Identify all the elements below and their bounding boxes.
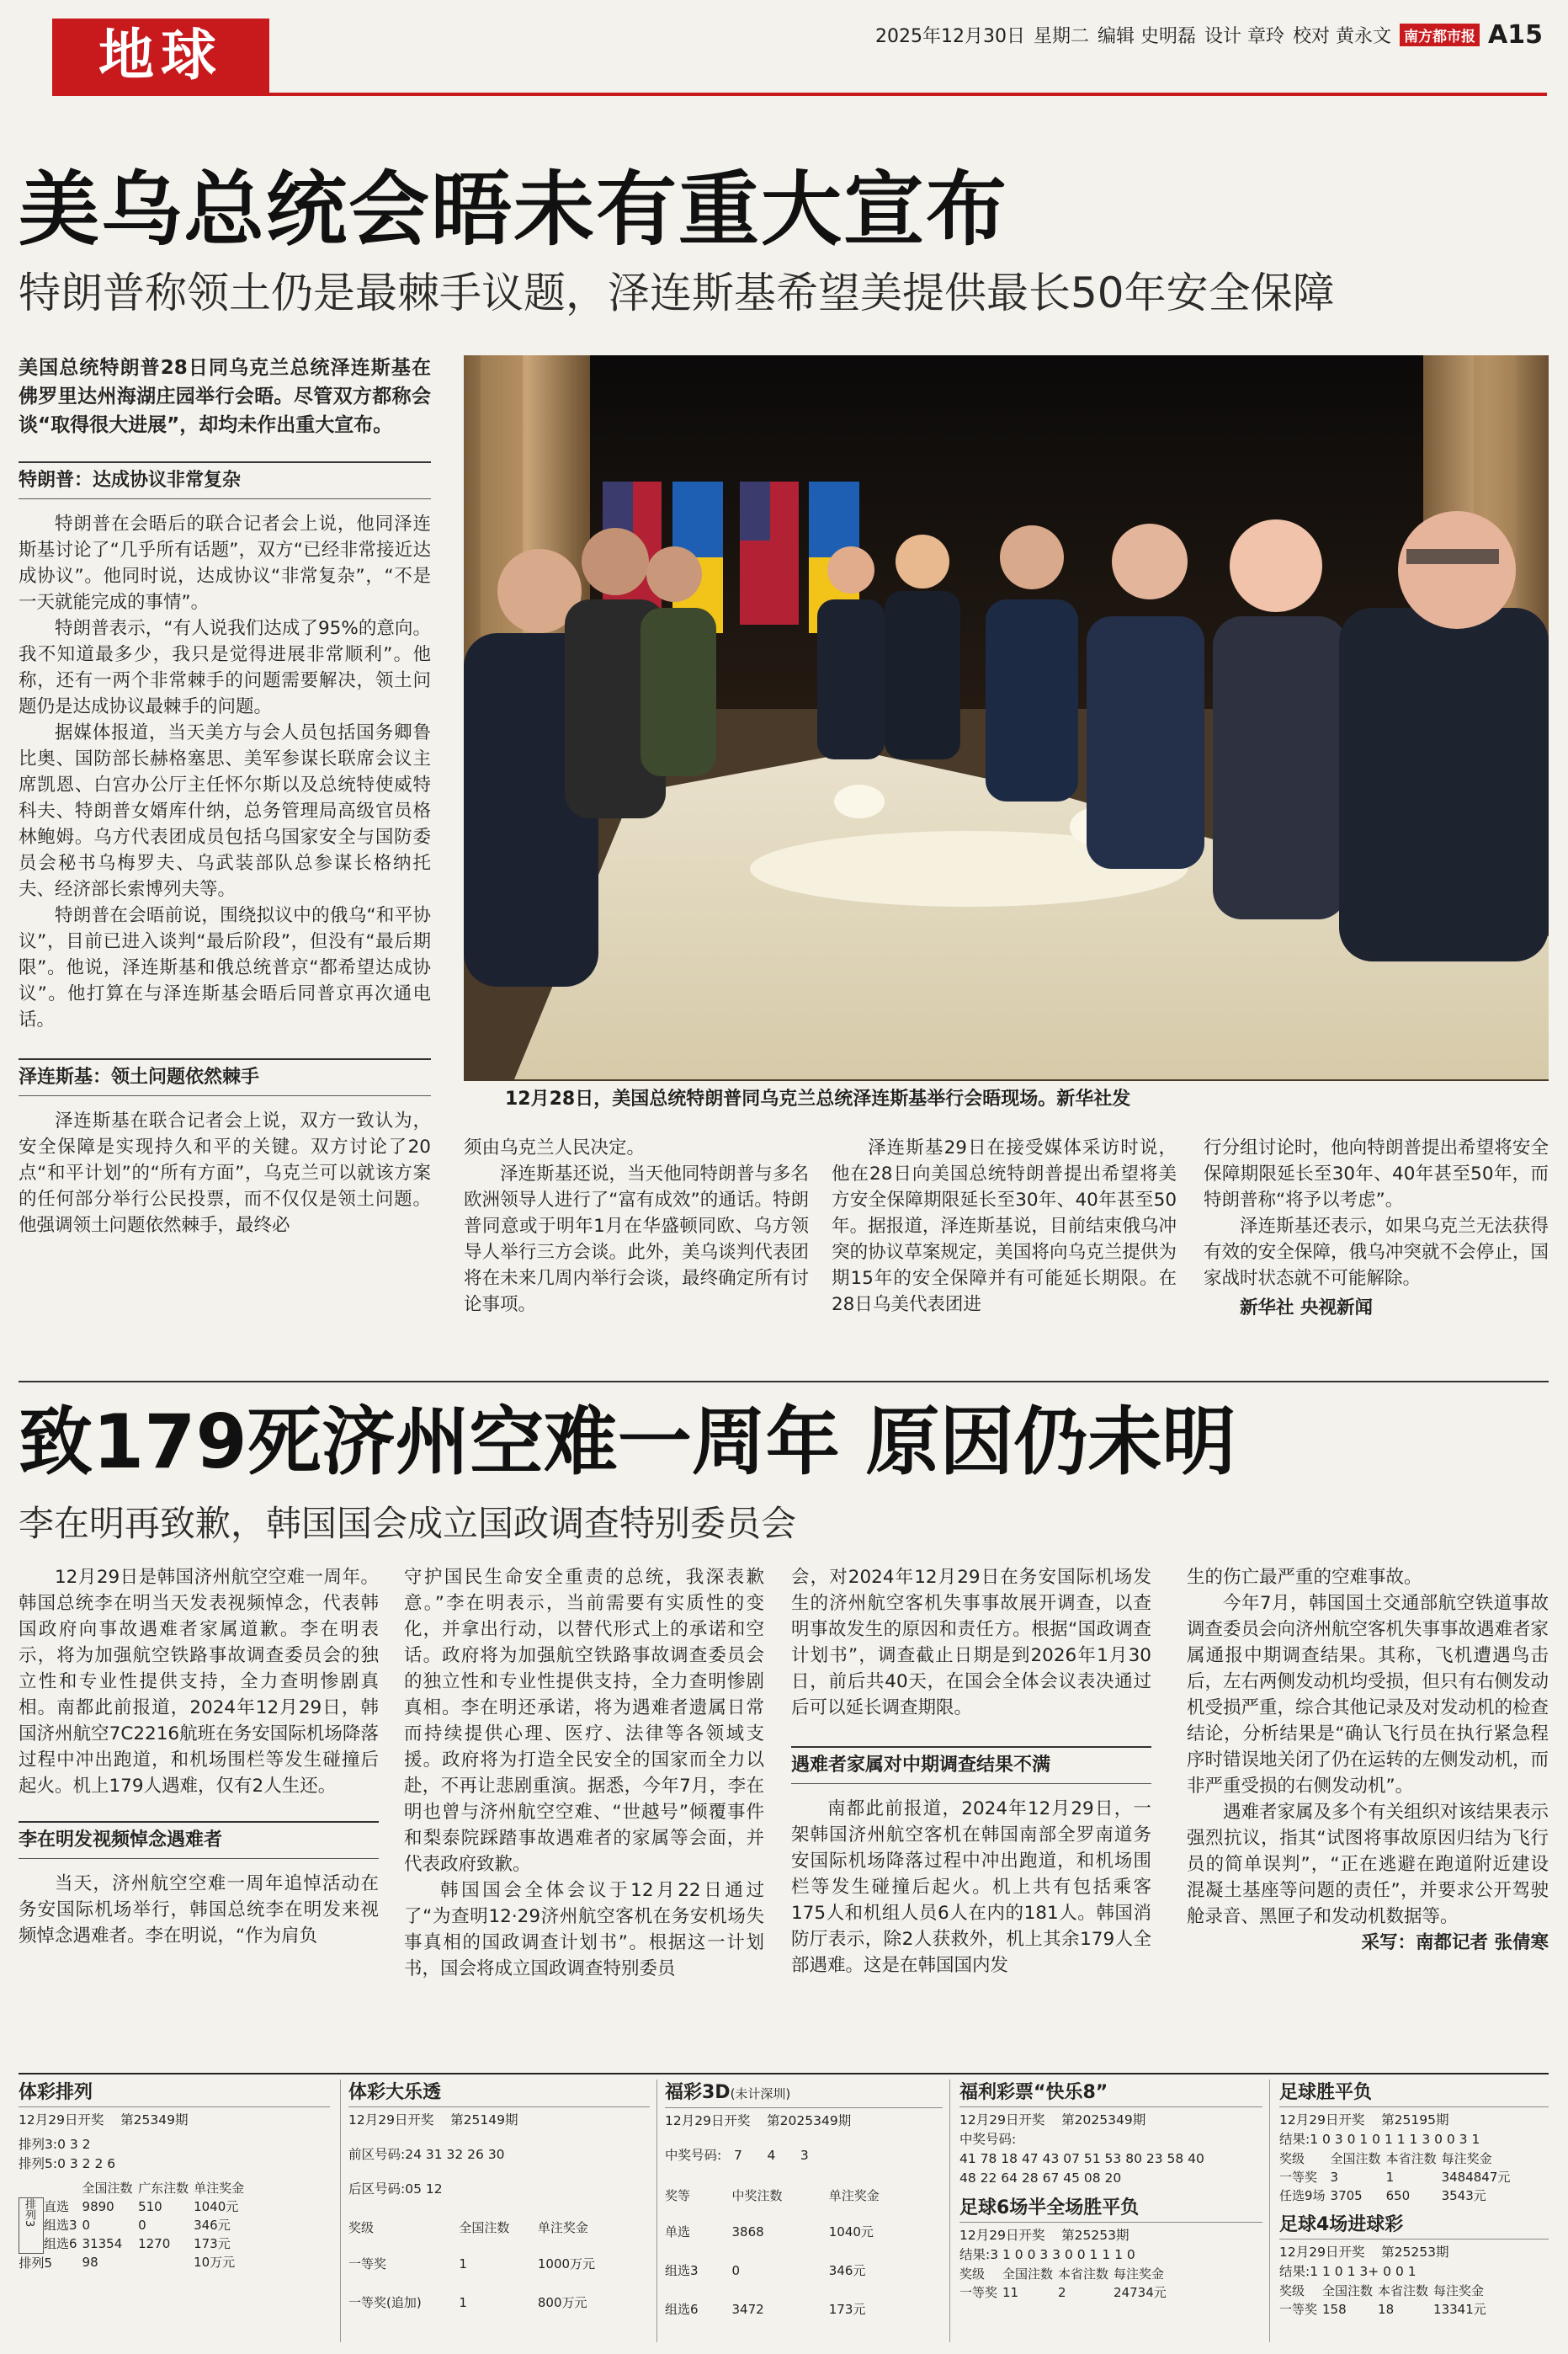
story1-para: 特朗普在会晤前说，围绕拟议中的俄乌“和平协议”，目前已进入谈判“最后阶段”，但没有“最后期限”。他说，泽连斯基和俄总统普京“都希望达成协议”。他打算在与泽连斯基会晤后同普京再次通电话。 (19, 905, 431, 1031)
cell: 158 (1322, 2302, 1347, 2317)
meeting-photo-illustration (464, 355, 1549, 1081)
lottery-issue: 第25253期 (1061, 2228, 1129, 2243)
cell: 组选6 (665, 2302, 699, 2317)
story2-col1 (19, 1564, 379, 1949)
cell: 9890 (82, 2199, 114, 2214)
cell: 510 (138, 2199, 162, 2214)
lottery-note: (未计深圳) (730, 2086, 791, 2101)
col-head: 奖级 (1279, 2151, 1305, 2166)
col-head: 全国注数 (1002, 2266, 1054, 2282)
col-head: 每注奖金 (1114, 2266, 1165, 2282)
lottery-result: 结果:1 0 3 0 1 0 1 1 1 3 0 0 3 1 (1279, 2132, 1480, 2147)
col-head: 全国注数 (82, 2181, 133, 2196)
cell: 1 (459, 2256, 467, 2271)
lottery-title: 体彩排列 (19, 2080, 330, 2107)
cell: 排列5 (19, 2255, 53, 2271)
lottery-title: 足球6场半全场胜平负 (959, 2195, 1262, 2223)
story2-para: 遇难者家属及多个有关组织对该结果表示强烈抗议，指其“试图将事故原因归结为飞行员的简单误判”，“正在逃避在跑道附近建设混凝土基座等问题的责任”，并要求公开驾驶舱录音、黑匣子和发动机数据等。 (1187, 1802, 1549, 1927)
lottery-result: 结果:3 1 0 0 3 3 0 0 1 1 1 0 (959, 2247, 1135, 2262)
cell: 直选 (44, 2199, 70, 2214)
lottery-title: 体彩大乐透 (348, 2080, 650, 2107)
col-head: 本省注数 (1058, 2266, 1109, 2282)
col-head: 奖等 (665, 2188, 691, 2203)
story2-para: 12月29日是韩国济州航空空难一周年。韩国总统李在明当天发表视频悼念，代表韩国政府向事故遇难者家属道歉。李在明表示，将为加强航空铁路事故调查委员会的独立性和专业性提供支持，全力查明惨剧真相。南都此前报道，2024年12月29日，韩国济州航空7C2216航班在务安国际机场降落过程中冲出跑道，和机场围栏等发生碰撞后起火。机上179人遇难，仅有2人生还。 (19, 1567, 379, 1797)
lottery-num: 4 (767, 2148, 776, 2163)
story2-para: 会，对2024年12月29日在务安国际机场发生的济州航空客机失事事故展开调查，以查明事故发生的原因和责任方。根据“国政调查计划书”，调查截止日期是到2026年1月30日，前后共40天，在国会全体会议表决通过后可以延长调查期限。 (791, 1567, 1151, 1718)
lottery-title: 福彩3D (665, 2082, 731, 2103)
lottery-p3: 排列3:0 3 2 (19, 2137, 91, 2152)
col-head: 单注奖金 (537, 2220, 588, 2235)
designer: 设计 章玲 (1204, 26, 1285, 47)
col-head: 中奖注数 (731, 2188, 783, 2203)
paper-logo: 南方都市报 (1400, 24, 1480, 46)
lottery-title: 足球胜平负 (1279, 2080, 1549, 2107)
lottery-table (1279, 2149, 1515, 2205)
story1-para: 特朗普表示，“有人说我们达成了95%的意向。我不知道最多少，我只是觉得进展非常顺利”。他称，还有一两个非常棘手的问题需要解决，领土问题仍是达成协议最棘手的问题。 (19, 618, 431, 717)
col-head: 单注奖金 (828, 2188, 880, 2203)
cell: 任选9场 (1279, 2188, 1326, 2203)
story2-para: 南都此前报道，2024年12月29日，一架韩国济州航空客机在韩国南部全罗南道务安国际机场降落过程中冲出跑道，和机场围栏等发生碰撞后起火。机上共有包括乘客175人和机组人员6人在内的181人。韩国消防厅表示，除2人获救外，机上其余179人全部遇难。这是在韩国国内发 (791, 1798, 1151, 1976)
lottery-table (348, 2211, 626, 2322)
cell: 3705 (1330, 2188, 1363, 2203)
story1-para: 据媒体报道，当天美方与会人员包括国务卿鲁比奥、国防部长赫格塞思、美军参谋长联席会议主席凯恩、白宫办公厅主任怀尔斯以及总统特使威特科夫、特朗普女婿库什纳，总务管理局高级官员格林鲍姆。乌方代表团成员包括乌国家安全与国防委员会秘书乌梅罗夫、乌武装部队总参谋长格纳托夫、经济部长索博列夫等。 (19, 722, 431, 900)
story1-subtitle-2: 泽连斯基：领土问题依然棘手 (19, 1058, 431, 1096)
story1-subtitle-1: 特朗普：达成协议非常复杂 (19, 461, 431, 499)
story1-byline: 新华社 央视新闻 (1240, 1297, 1373, 1318)
cell: 单选 (665, 2224, 691, 2239)
lottery-date: 12月29日开奖 (1279, 2245, 1365, 2260)
cell: 1040元 (194, 2199, 239, 2214)
story1-headline: 美乌总统会晤未有重大宣布 (19, 162, 1008, 257)
col-head: 奖级 (1279, 2283, 1305, 2298)
cell: 3 (1330, 2170, 1339, 2185)
date: 2025年12月30日 (875, 26, 1026, 47)
cell: 组选3 (44, 2218, 77, 2233)
story2-para: 今年7月，韩国国土交通部航空铁道事故调查委员会向济州航空客机失事事故遇难者家属通报中期调查结果。其称，飞机遭遇鸟击后，左右两侧发动机均受损，但只有右侧发动机受损严重，综合其他记录及对发动机的检查结论，分析结果是“确认飞行员在执行紧急程序时错误地关闭了仍在运转的左侧发动机，而非严重受损的右侧发动机”。 (1187, 1593, 1549, 1797)
lottery-issue: 第25349期 (120, 2112, 189, 2128)
story2-subtitle-b: 遇难者家属对中期调查结果不满 (791, 1746, 1151, 1784)
lottery-daletou (348, 2080, 650, 2349)
story1-col1 (19, 354, 431, 1238)
cell: 346元 (194, 2218, 231, 2233)
lottery-fc3d (665, 2080, 943, 2349)
col-head: 本省注数 (1385, 2151, 1437, 2166)
cell: 173元 (828, 2302, 866, 2317)
lottery-divider (19, 2073, 1549, 2074)
lottery-sep (949, 2080, 950, 2342)
lottery-issue: 第25149期 (450, 2112, 518, 2128)
lottery-date: 12月29日开奖 (959, 2112, 1045, 2128)
cell: 组选3 (665, 2263, 699, 2278)
lottery-front: 前区号码:24 31 32 26 30 (348, 2147, 505, 2162)
story1-col2-cont: 须由乌克兰人民决定。 (464, 1137, 646, 1158)
cell: 3543元 (1441, 2188, 1486, 2203)
story2-subtitle-a: 李在明发视频悼念遇难者 (19, 1821, 379, 1859)
cell: 650 (1385, 2188, 1411, 2203)
lottery-num: 7 (734, 2148, 742, 2163)
section-label: 地球 (52, 19, 269, 93)
story1-col4-cont: 行分组讨论时，他向特朗普提出希望将安全保障期限延长至30年、40年甚至50年，而特朗普称“将予以考虑”。 (1204, 1137, 1549, 1211)
lottery-table (1279, 2282, 1491, 2319)
story2-byline: 采写：南都记者 张倩寒 (1361, 1932, 1549, 1953)
lottery-issue: 第2025349期 (767, 2113, 852, 2128)
cell: 24734元 (1114, 2285, 1167, 2300)
cell: 1 (1385, 2170, 1395, 2185)
lottery-title: 福利彩票“快乐8” (959, 2080, 1262, 2107)
col-head: 全国注数 (1330, 2151, 1381, 2166)
cell: 13341元 (1433, 2302, 1486, 2317)
story1-col2-para: 泽连斯基还说，当天他同特朗普与多名欧洲领导人进行了“富有成效”的通话。特朗普同意或于明年1月在华盛顿同欧、乌方领导人举行三方会谈。此外，美乌谈判代表团将在未来几周内举行会谈，最终确定所有讨论事项。 (464, 1164, 809, 1315)
cell: 1040元 (828, 2224, 874, 2239)
photo-caption: 12月28日，美国总统特朗普同乌克兰总统泽连斯基举行会晤现场。新华社发 (505, 1089, 1131, 1110)
lottery-issue: 第2025349期 (1061, 2112, 1146, 2128)
cell: 10万元 (194, 2255, 236, 2271)
col-head: 奖级 (348, 2220, 375, 2235)
story-divider (19, 1381, 1549, 1382)
lottery-table (959, 2265, 1172, 2302)
lottery-date: 12月29日开奖 (1279, 2112, 1365, 2128)
cell: 一等奖(追加) (348, 2295, 422, 2310)
lottery-kl8-bqc (959, 2080, 1262, 2349)
story2-headline: 致179死济州空难一周年 原因仍未明 (19, 1398, 1236, 1485)
story1-col2 (464, 1135, 809, 1318)
col-head: 单注奖金 (194, 2181, 245, 2196)
cell: 2 (1058, 2285, 1066, 2300)
cell: 一等奖 (1279, 2302, 1318, 2317)
cell: 18 (1378, 2302, 1395, 2317)
page-meta (875, 20, 1543, 50)
lottery-issue: 第25253期 (1381, 2245, 1449, 2260)
lottery-sep (656, 2080, 657, 2342)
story1-lead: 美国总统特朗普28日同乌克兰总统泽连斯基在佛罗里达州海湖庄园举行会晤。尽管双方都称会谈“取得很大进展”，却均未作出重大宣布。 (19, 357, 431, 436)
cell: 一等奖 (1279, 2170, 1318, 2185)
header-rule (52, 93, 1547, 96)
story2-para: 当天，济州航空空难一周年追悼活动在务安国际机场举行，韩国总统李在明发来视频悼念遇难者。李在明说，“作为肩负 (19, 1873, 379, 1947)
story1-col4 (1204, 1135, 1549, 1321)
cell: 0 (138, 2218, 146, 2233)
cell: 98 (82, 2255, 98, 2271)
cell: 346元 (828, 2263, 866, 2278)
page-number: A15 (1488, 20, 1543, 50)
col-head: 全国注数 (1322, 2283, 1374, 2298)
lottery-num: 3 (800, 2148, 809, 2163)
story1-col4-para: 泽连斯基还表示，如果乌克兰无法获得有效的安全保障，俄乌冲突就不会停止，国家战时状态就不可能解除。 (1204, 1216, 1549, 1289)
cell: 800万元 (537, 2295, 587, 2310)
lottery-date: 12月29日开奖 (348, 2112, 434, 2128)
cell (138, 2253, 194, 2272)
story1-subhead: 特朗普称领土仍是最棘手议题，泽连斯基希望美提供最长50年安全保障 (19, 269, 1335, 317)
cell: 一等奖 (348, 2256, 387, 2271)
story2-subhead: 李在明再致歉，韩国国会成立国政调查特别委员会 (19, 1503, 797, 1544)
cell: 0 (731, 2263, 741, 2278)
col-head: 奖级 (959, 2266, 986, 2282)
lottery-sep (1269, 2080, 1270, 2342)
cell: 11 (1002, 2285, 1019, 2300)
editor: 编辑 史明磊 (1098, 26, 1197, 47)
story2-para: 守护国民生命安全重责的总统，我深表歉意。”李在明表示，当前需要有实质性的变化，并拿出行动，以替代形式上的承诺和空话。政府将为加强航空铁路事故调查委员会的独立性和专业性提供支持，全力查明惨剧真相。李在明还承诺，将为遇难者遗属日常而持续提供心理、医疗、法律等各领域支援。政府将为打造全民安全的国家而全力以赴，不再让悲剧重演。据悉，今年7月，李在明也曾与济州航空空难、“世越号”倾覆事件和梨泰院踩踏事故遇难者的家属等会面，并代表政府致歉。 (404, 1567, 764, 1875)
lottery-pailie (19, 2080, 330, 2349)
col-head: 每注奖金 (1441, 2151, 1492, 2166)
lottery-num-label: 中奖号码: (959, 2132, 1017, 2147)
cell: 一等奖 (959, 2285, 998, 2300)
lottery-num-label: 中奖号码: (665, 2148, 722, 2163)
story1-col3 (832, 1135, 1177, 1318)
meeting-photo (464, 355, 1549, 1081)
lottery-date: 12月29日开奖 (665, 2113, 751, 2128)
lottery-result: 结果:1 1 0 1 3+ 0 0 1 (1279, 2264, 1417, 2279)
weekday: 星期二 (1034, 26, 1090, 47)
story2-para: 生的伤亡最严重的空难事故。 (1187, 1567, 1422, 1588)
lottery-issue: 第25195期 (1381, 2112, 1449, 2128)
col-head: 每注奖金 (1433, 2283, 1485, 2298)
lottery-back: 后区号码:05 12 (348, 2181, 443, 2197)
cell: 0 (82, 2218, 91, 2233)
lottery-sfc-jqc (1279, 2080, 1549, 2349)
story1-col3-para: 泽连斯基29日在接受媒体采访时说，他在28日向美国总统特朗普提出希望将美方安全保障期限延长至30年、40年甚至50年。据报道，泽连斯基说，目前结束俄乌冲突的协议草案规定，美国将向乌克兰提供为期15年的安全保障并有可能延长期限。在28日乌美代表团进 (832, 1137, 1177, 1315)
col-head: 广东注数 (138, 2181, 189, 2196)
lottery-table (665, 2179, 926, 2329)
cell: 1000万元 (537, 2256, 596, 2271)
cell: 173元 (194, 2236, 231, 2251)
cell: 1270 (138, 2236, 171, 2251)
lottery-nums: 41 78 18 47 43 07 51 53 80 23 58 40 (959, 2151, 1204, 2166)
cell: 3484847元 (1441, 2170, 1511, 2185)
story2-col3 (791, 1564, 1151, 1979)
lottery-title: 足球4场进球彩 (1279, 2212, 1549, 2239)
cell: 组选6 (44, 2236, 77, 2251)
story2-para: 韩国国会全体会议于12月22日通过了“为查明12·29济州航空客机在务安机场失事真相的国政调查计划书”。根据这一计划书，国会将成立国政调查特别委员 (404, 1880, 764, 1979)
cell: 3868 (731, 2224, 764, 2239)
lottery-table (19, 2179, 249, 2272)
lottery-date: 12月29日开奖 (19, 2112, 104, 2128)
cell: 1 (459, 2295, 467, 2310)
story2-col2 (404, 1564, 764, 1982)
col-head: 全国注数 (459, 2220, 510, 2235)
lottery-sep (340, 2080, 341, 2342)
lottery-nums: 48 22 64 28 67 45 08 20 (959, 2170, 1122, 2186)
cell: 3472 (731, 2302, 764, 2317)
story1-para: 特朗普在会晤后的联合记者会上说，他同泽连斯基讨论了“几乎所有话题”，双方“已经非常接近达成协议”。他同时说，达成协议“非常复杂”，“不是一天就能完成的事情”。 (19, 514, 431, 613)
col-head: 本省注数 (1378, 2283, 1429, 2298)
story1-para: 泽连斯基在联合记者会上说，双方一致认为，安全保障是实现持久和平的关键。双方讨论了20点“和平计划”的“所有方面”，乌克兰可以就该方案的任何部分举行公民投票，而不仅仅是领土问题。他强调领土问题依然棘手，最终必 (19, 1110, 431, 1236)
story2-col4 (1187, 1564, 1549, 1956)
cell: 31354 (82, 2236, 123, 2251)
lottery-date: 12月29日开奖 (959, 2228, 1045, 2243)
lottery-p5: 排列5:0 3 2 2 6 (19, 2156, 116, 2171)
side-label: 排列3 (19, 2197, 44, 2253)
proofreader: 校对 黄永文 (1293, 26, 1392, 47)
